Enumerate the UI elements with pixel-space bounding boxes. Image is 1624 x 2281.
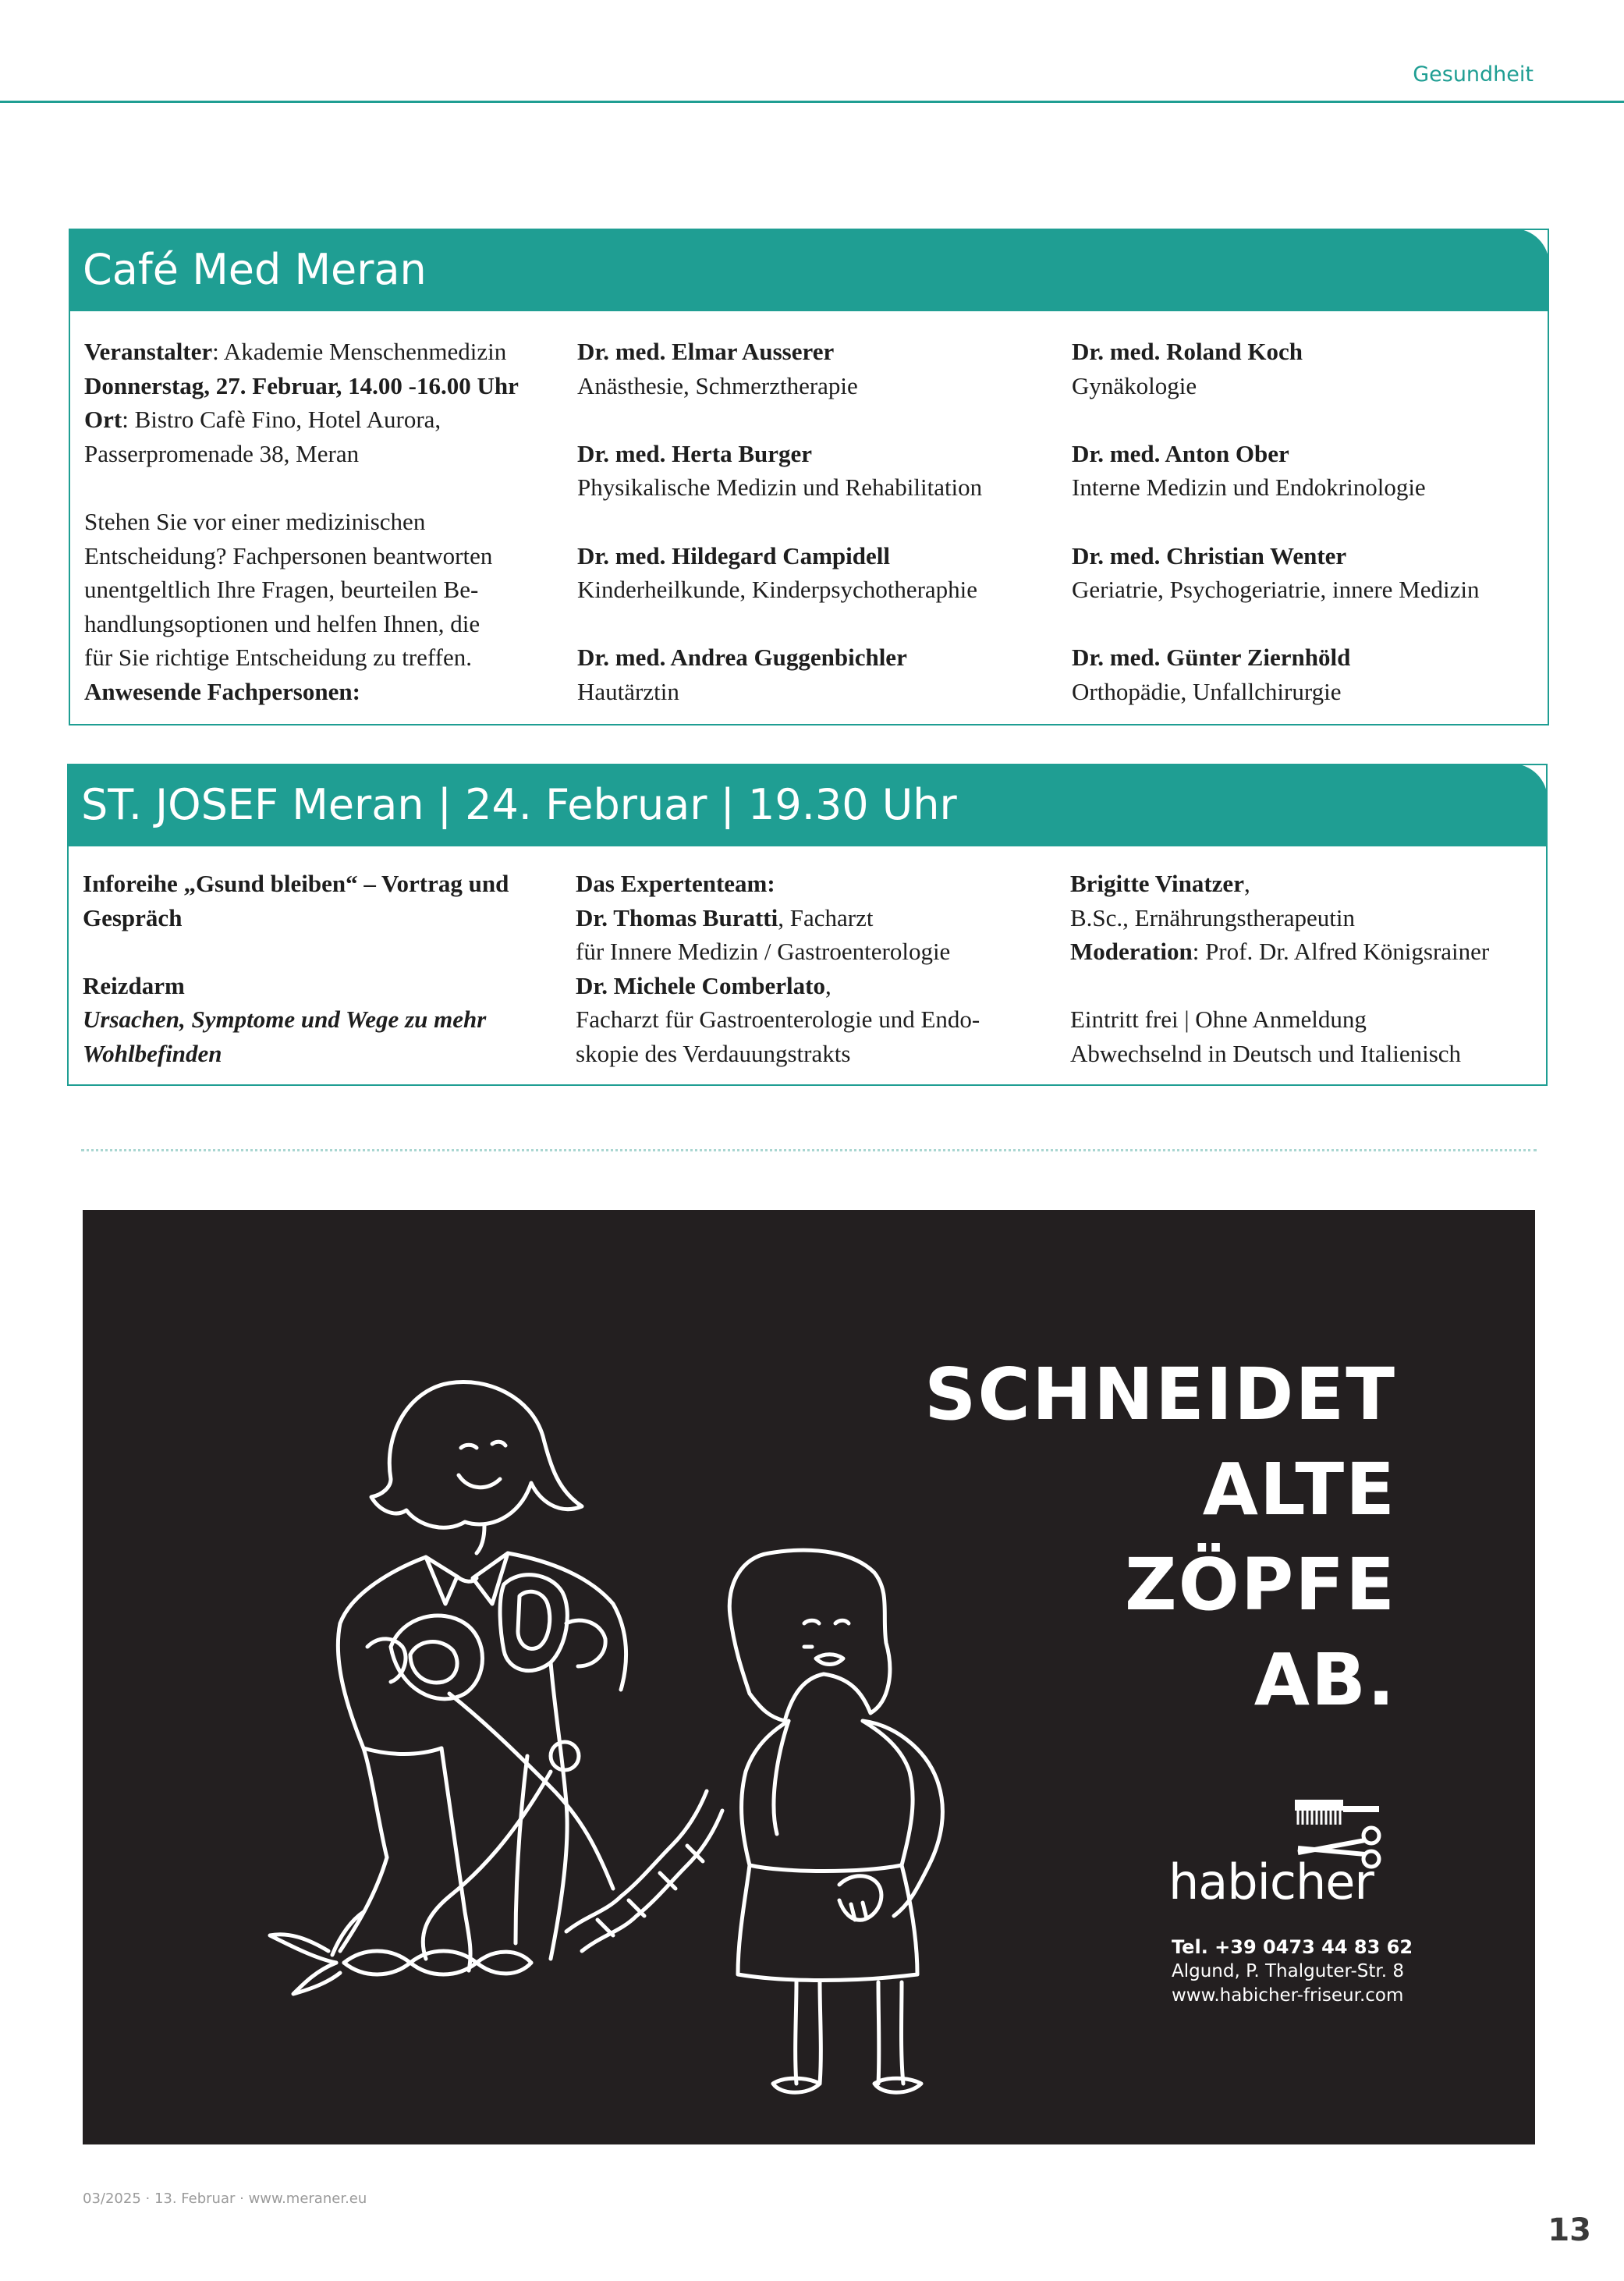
ad-contact	[1172, 1935, 1413, 2008]
moderation-line: Moderation: Prof. Dr. Alfred Königsrainer	[1070, 938, 1490, 966]
description-line: handlungsoptionen und helfen Ihnen, die	[84, 609, 480, 637]
entry-info: Eintritt frei | Ohne Anmeldung	[1070, 1006, 1367, 1034]
ad-headline-line: ZÖPFE	[1124, 1543, 1396, 1626]
ad-phone: Tel. +39 0473 44 83 62	[1172, 1936, 1413, 1958]
place-line: Ort: Bistro Cafè Fino, Hotel Aurora,	[84, 406, 441, 434]
dotted-separator	[81, 1149, 1537, 1151]
doctor-name: Dr. med. Herta Burger	[577, 439, 813, 467]
page-number: 13	[1548, 2212, 1591, 2248]
expert-line: Dr. Michele Comberlato,	[576, 971, 832, 999]
doctor-field: Geriatrie, Psychogeriatrie, innere Medizin	[1072, 576, 1480, 604]
ad-website[interactable]: www.habicher-friseur.com	[1172, 1985, 1404, 2006]
topic-subtitle: Ursachen, Symptome und Wege zu mehr	[83, 1006, 487, 1034]
cafe-med-box	[69, 229, 1549, 725]
doctor-name: Dr. med. Anton Ober	[1072, 439, 1289, 467]
team-label: Das Expertenteam:	[576, 870, 775, 897]
habicher-advertisement	[83, 1210, 1535, 2144]
expert-role: B.Sc., Ernährungstherapeutin	[1070, 903, 1356, 931]
language-info: Abwechselnd in Deutsch und Italienisch	[1070, 1039, 1462, 1067]
present-label: Anwesende Fachpersonen:	[84, 677, 360, 705]
doctors-column-2	[577, 335, 982, 709]
st-josef-topic-column	[83, 867, 509, 1071]
event-date: Donnerstag, 27. Februar, 14.00 -16.00 Uhr	[84, 371, 519, 399]
footer-issue-info: 03/2025 · 13. Februar · www.meraner.eu	[83, 2191, 367, 2207]
expert-line: Brigitte Vinatzer,	[1070, 870, 1250, 897]
expert-role: für Innere Medizin / Gastroenterologie	[576, 938, 951, 966]
ad-address: Algund, P. Thalguter-Str. 8	[1172, 1961, 1404, 1981]
description-line: unentgeltlich Ihre Fragen, beurteilen Be-	[84, 576, 479, 604]
st-josef-info-column	[1070, 867, 1489, 1071]
description-line: Stehen Sie vor einer medizinischen	[84, 507, 426, 535]
ad-headline-line: AB.	[1253, 1638, 1396, 1722]
brand-logo: habicher	[1168, 1854, 1374, 1910]
doctor-field: Gynäkologie	[1072, 371, 1197, 399]
st-josef-box	[67, 764, 1548, 1086]
st-josef-experts-column	[576, 867, 980, 1071]
ad-headline-line: SCHNEIDET	[924, 1353, 1396, 1436]
doctor-field: Kinderheilkunde, Kinderpsychotheraphie	[577, 576, 978, 604]
doctor-field: Orthopädie, Unfallchirurgie	[1072, 677, 1342, 705]
expert-role: Facharzt für Gastroenterologie und Endo-	[576, 1006, 980, 1034]
section-label: Gesundheit	[1413, 62, 1534, 87]
series-line: Inforeihe „Gsund bleiben“ – Vortrag und	[83, 870, 509, 897]
ad-headline-line: ALTE	[1202, 1448, 1396, 1531]
doctor-name: Dr. med. Elmar Ausserer	[577, 338, 835, 365]
header-rule	[0, 101, 1624, 103]
organizer-line: Veranstalter: Akademie Menschenmedizin	[84, 338, 507, 365]
doctor-name: Dr. med. Christian Wenter	[1072, 541, 1347, 569]
doctor-field: Anästhesie, Schmerztherapie	[577, 371, 858, 399]
expert-role: skopie des Verdauungstrakts	[576, 1039, 851, 1067]
description-line: für Sie richtige Entscheidung zu treffen.	[84, 644, 472, 672]
cafe-med-info-column	[84, 335, 519, 709]
series-line: Gespräch	[83, 903, 183, 931]
doctor-field: Interne Medizin und Endokrinologie	[1072, 474, 1426, 502]
expert-line: Dr. Thomas Buratti, Facharzt	[576, 903, 874, 931]
doctors-column-3	[1072, 335, 1480, 709]
st-josef-title: ST. JOSEF Meran | 24. Februar | 19.30 Uhr	[67, 764, 1548, 846]
doctor-name: Dr. med. Hildegard Campidell	[577, 541, 891, 569]
doctor-name: Dr. med. Günter Ziernhöld	[1072, 644, 1351, 672]
doctor-field: Physikalische Medizin und Rehabilitation	[577, 474, 983, 502]
ad-headline	[924, 1347, 1396, 1728]
topic: Reizdarm	[83, 971, 185, 999]
description-line: Entscheidung? Fachpersonen beantworten	[84, 541, 493, 569]
doctor-field: Hautärztin	[577, 677, 679, 705]
doctor-name: Dr. med. Andrea Guggenbichler	[577, 644, 907, 672]
place-line-2: Passerpromenade 38, Meran	[84, 439, 360, 467]
doctor-name: Dr. med. Roland Koch	[1072, 338, 1303, 365]
cafe-med-title: Café Med Meran	[69, 229, 1549, 311]
topic-subtitle: Wohlbefinden	[83, 1039, 222, 1067]
